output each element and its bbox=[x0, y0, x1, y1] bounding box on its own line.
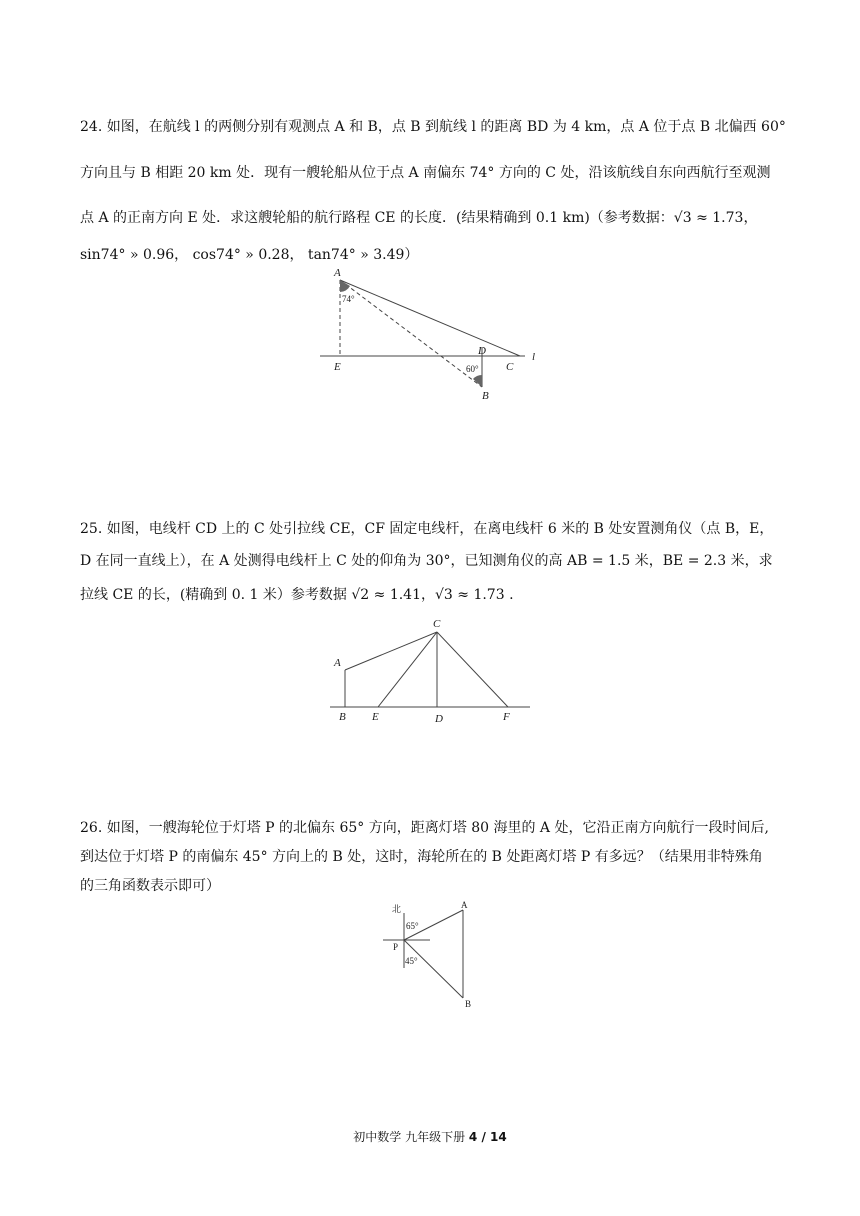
segment-ab bbox=[340, 280, 482, 387]
label-b: B bbox=[482, 390, 489, 402]
label-c: C bbox=[433, 618, 441, 630]
footer-page-number: 4 / 14 bbox=[468, 1130, 507, 1144]
problem-26-line-2: 到达位于灯塔 P 的南偏东 45° 方向上的 B 处，这时，海轮所在的 B 处距离灯塔 P 有多远？（结果用非特殊角 bbox=[80, 849, 763, 865]
label-north: 北 bbox=[392, 904, 402, 914]
problem-24-figure bbox=[310, 262, 550, 407]
label-b: B bbox=[339, 711, 346, 723]
problem-25-line-1: 25. 如图，电线杆 CD 上的 C 处引拉线 CE，CF 固定电线杆，在离电线杆 6 米的 B 处安置测角仪（点 B，E， bbox=[80, 521, 774, 537]
problem-24-line-4: sin74° » 0.96， cos74° » 0.28， tan74° » 3.49） bbox=[80, 247, 419, 263]
label-p: P bbox=[393, 942, 399, 952]
label-d: D bbox=[435, 713, 443, 724]
label-d: D bbox=[478, 345, 486, 357]
label-angle-45: 45° bbox=[405, 956, 418, 966]
problem-26-line-3: 的三角函数表示即可） bbox=[80, 878, 220, 894]
problem-24-line-1: 24. 如图，在航线 l 的两侧分别有观测点 A 和 B，点 B 到航线 l 的距离 BD 为 4 km，点 A 位于点 B 北偏西 60° bbox=[80, 119, 786, 135]
problem-25-line-2: D 在同一直线上），在 A 处测得电线杆上 C 处的仰角为 30°，已知测角仪的高 AB = 1.5 米，BE = 2.3 米，求 bbox=[80, 553, 773, 569]
label-e: E bbox=[372, 711, 379, 723]
segment-ce bbox=[378, 632, 437, 707]
label-b: B bbox=[465, 999, 472, 1009]
label-a: A bbox=[334, 267, 341, 279]
segment-ac bbox=[340, 280, 520, 356]
segment-cf bbox=[437, 632, 508, 707]
problem-25-line-3: 拉线 CE 的长，(精确到 0. 1 米）参考数据 √2 ≈ 1.41，√3 ≈ 1.73 . bbox=[80, 587, 514, 603]
segment-pb bbox=[404, 940, 463, 998]
label-angle-65: 65° bbox=[406, 921, 419, 931]
label-e: E bbox=[334, 361, 341, 373]
label-c: C bbox=[506, 361, 514, 373]
label-f: F bbox=[503, 711, 510, 723]
label-a: A bbox=[461, 900, 468, 910]
page-footer bbox=[0, 1128, 860, 1145]
label-angle-60: 60° bbox=[466, 364, 479, 374]
footer-subject: 初中数学 九年级下册 bbox=[353, 1130, 466, 1144]
label-angle-74: 74° bbox=[342, 294, 355, 304]
problem-24-line-3: 点 A 的正南方向 E 处．求这艘轮船的航行路程 CE 的长度．(结果精确到 0.1 km)（参考数据：√3 ≈ 1.73， bbox=[80, 210, 758, 226]
label-a: A bbox=[334, 657, 341, 669]
problem-25-figure bbox=[325, 612, 535, 724]
label-l: l bbox=[532, 351, 536, 363]
problem-26-figure bbox=[375, 898, 495, 1013]
problem-24-line-2: 方向且与 B 相距 20 km 处．现有一艘轮船从位于点 A 南偏东 74° 方向的 C 处，沿该航线自东向西航行至观测 bbox=[80, 165, 771, 181]
segment-ac bbox=[345, 632, 437, 670]
problem-26-line-1: 26. 如图，一艘海轮位于灯塔 P 的北偏东 65° 方向，距离灯塔 80 海里的 A 处，它沿正南方向航行一段时间后, bbox=[80, 820, 769, 836]
